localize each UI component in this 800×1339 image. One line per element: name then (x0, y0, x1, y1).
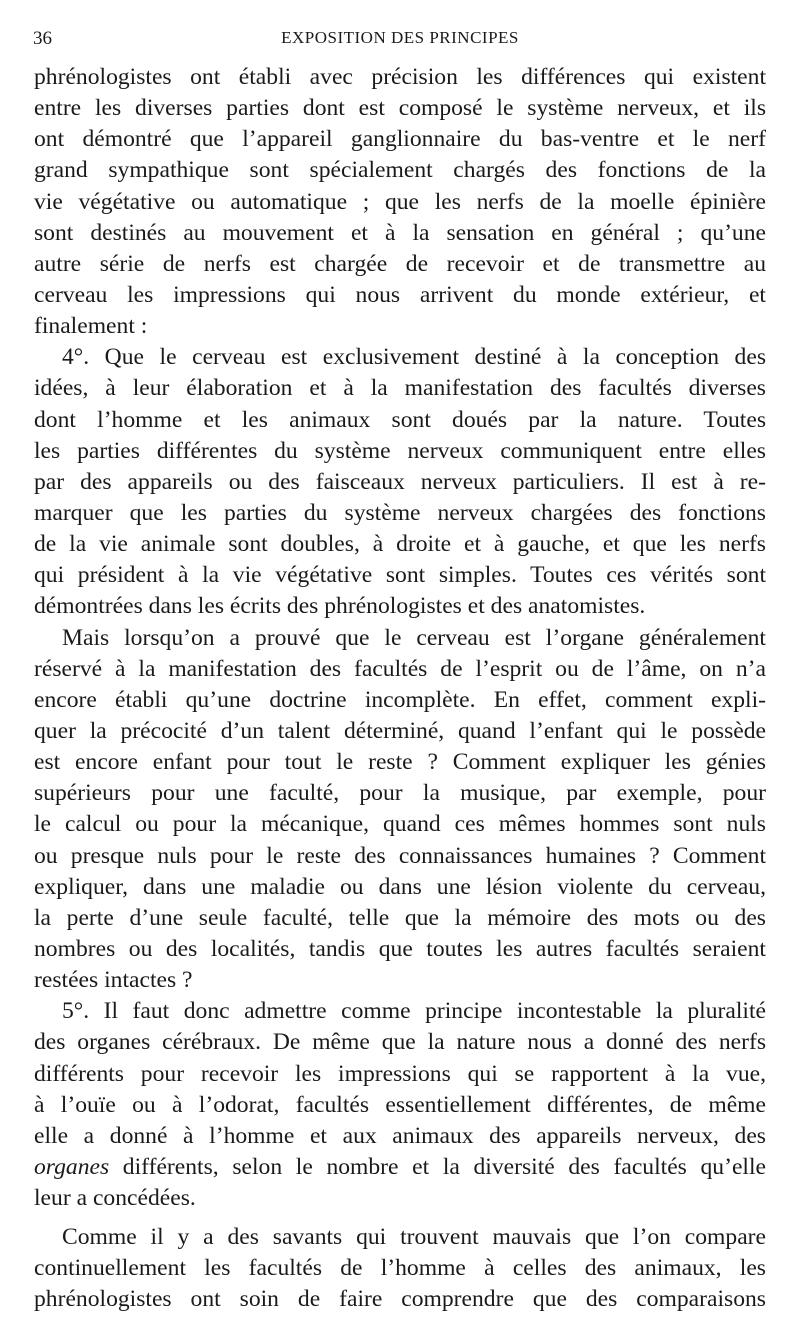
text-line: phrénologistes ont établi avec précision les différences qui existent (34, 64, 766, 90)
page-header (0, 28, 800, 56)
text-line: différents pour recevoir les impressions qui se rapportent à la vue, (34, 1060, 766, 1087)
body-text (34, 62, 766, 1316)
text-line: expliquer, dans une maladie ou dans une lésion violente du cerveau, (34, 873, 766, 900)
text-line: des organes cérébraux. De même que la nature nous a donné des nerfs (34, 1029, 766, 1056)
text-line: la perte d’une seule faculté, telle que la mémoire des mots ou des (34, 904, 766, 931)
text-line: ou presque nuls pour le reste des connaissances humaines ? Comment (34, 842, 766, 869)
text-line: phrénologistes ont soin de faire comprendre que des comparaisons (34, 1286, 766, 1313)
text-line: 5°. Il faut donc admettre comme principe incontestable la pluralité (62, 998, 766, 1025)
text-line-rest: différents, selon le nombre et la diversité des facultés qu’elle (109, 1153, 766, 1180)
text-line: qui président à la vie végétative sont simples. Toutes ces vérités sont (34, 562, 766, 589)
text-line: finalement : (34, 313, 148, 340)
text-line: continuellement les facultés de l’homme à celles des animaux, les (34, 1255, 766, 1282)
text-line: sont destinés au mouvement et à la sensation en général ; qu’une (34, 219, 766, 246)
text-line (34, 1152, 766, 1183)
text-line: Comme il y a des savants qui trouvent mauvais que l’on compare (62, 1224, 766, 1251)
text-line: à l’ouïe ou à l’odorat, facultés essentiellement différentes, de même (34, 1091, 766, 1118)
text-line: autre série de nerfs est chargée de recevoir et de transmettre au (34, 250, 766, 277)
text-line: le calcul ou pour la mécanique, quand ces mêmes hommes sont nuls (34, 811, 766, 838)
text-line: cerveau les impressions qui nous arrivent du monde extérieur, et (34, 281, 766, 308)
text-line: grand sympathique sont spécialement chargés des fonctions de la (34, 157, 766, 184)
text-line: réservé à la manifestation des facultés de l’esprit ou de l’âme, on n’a (34, 655, 766, 682)
running-title: EXPOSITION DES PRINCIPES (281, 28, 519, 47)
text-line: nombres ou des localités, tandis que toutes les autres facultés seraient (34, 935, 766, 962)
text-line: quer la précocité d’un talent déterminé, quand l’enfant qui le possède (34, 717, 766, 744)
text-line: par des appareils ou des faisceaux nerveux particuliers. Il est à re- (34, 468, 766, 495)
text-line: vie végétative ou automatique ; que les nerfs de la moelle épinière (34, 188, 766, 215)
text-line: 4°. Que le cerveau est exclusivement destiné à la conception des (62, 344, 766, 371)
text-line: les parties différentes du système nerveux communiquent entre elles (34, 437, 766, 464)
text-line: de la vie animale sont doubles, à droite et à gauche, et que les nerfs (34, 531, 766, 558)
text-line: idées, à leur élaboration et à la manifestation des facultés diverses (34, 375, 766, 402)
text-line: encore établi qu’une doctrine incomplète. En effet, comment expli- (34, 686, 766, 713)
text-line: entre les diverses parties dont est composé le système nerveux, et ils (34, 95, 766, 122)
text-line: Mais lorsqu’on a prouvé que le cerveau est l’organe généralement (62, 624, 766, 651)
text-line: restées intactes ? (34, 967, 193, 994)
emphasized-word: organes (34, 1153, 110, 1180)
text-line: dont l’homme et les animaux sont doués par la nature. Toutes (34, 406, 766, 433)
page-number: 36 (33, 28, 52, 49)
text-line: elle a donné à l’homme et aux animaux des appareils nerveux, des (34, 1122, 766, 1149)
text-line: ont démontré que l’appareil ganglionnaire du bas-ventre et le nerf (34, 126, 766, 153)
text-line: est encore enfant pour tout le reste ? Comment expliquer les génies (34, 749, 766, 776)
text-line: leur a concédées. (34, 1185, 196, 1212)
text-line: supérieurs pour une faculté, pour la musique, par exemple, pour (34, 780, 766, 807)
text-line: démontrées dans les écrits des phrénologistes et des anatomistes. (34, 593, 646, 620)
text-line: marquer que les parties du système nerveux chargées des fonctions (34, 499, 766, 526)
